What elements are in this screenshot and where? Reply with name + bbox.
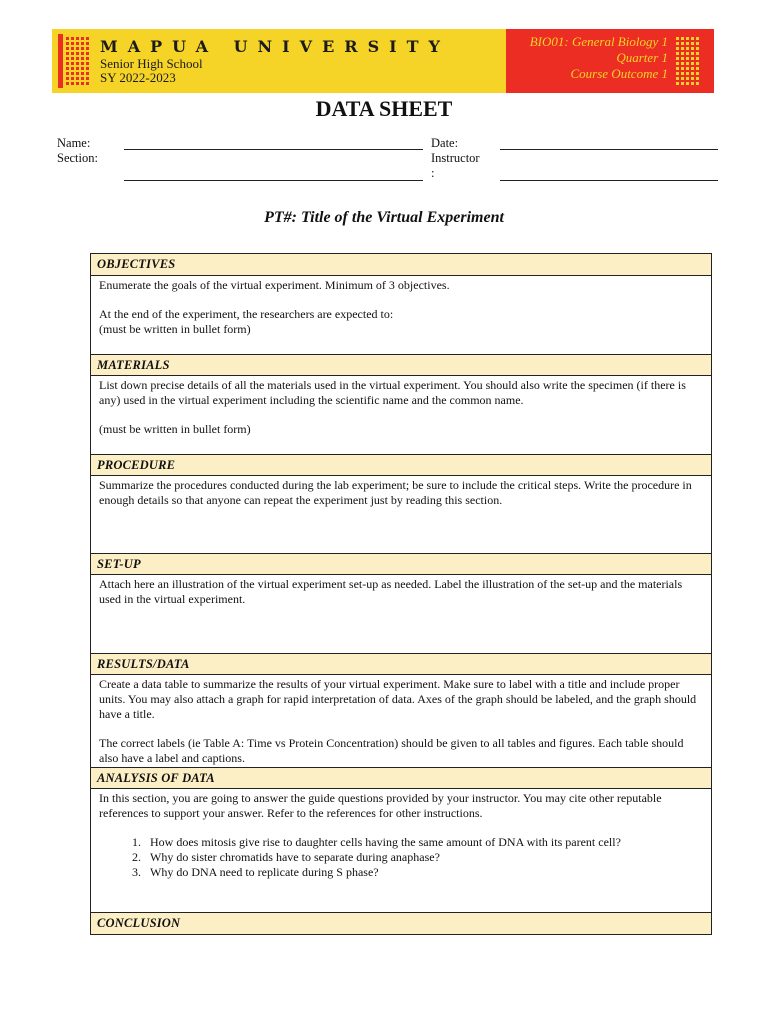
dot-pattern-icon bbox=[676, 37, 699, 85]
banner-red-stripe bbox=[58, 34, 63, 88]
analysis-heading: ANALYSIS OF DATA bbox=[97, 771, 215, 785]
procedure-text: Summarize the procedures conducted during the lab experiment; be sure to include the critical steps. Write the procedure in enough details so that anyone can repeat the experiment just by reading this section. bbox=[99, 478, 692, 507]
date-field-line[interactable] bbox=[500, 149, 718, 150]
school-info bbox=[100, 57, 203, 85]
setup-text: Attach here an illustration of the virtual experiment set-up as needed. Label the illustration of the set-up and the materials used in the virtual experiment. bbox=[99, 577, 683, 606]
guide-questions-list bbox=[99, 835, 703, 880]
materials-text: List down precise details of all the materials used in the virtual experiment. You should also write the specimen (if there is any) used in the virtual experiment including the scientific name and the common name. bbox=[99, 378, 686, 407]
instructor-colon: : bbox=[431, 166, 435, 180]
objectives-text: Enumerate the goals of the virtual experiment. Minimum of 3 objectives. bbox=[99, 278, 450, 292]
instructor-label: Instructor bbox=[431, 151, 480, 165]
data-sheet-table bbox=[90, 253, 712, 935]
dot-pattern-icon bbox=[66, 37, 89, 85]
list-item: 2. Why do sister chromatids have to separate during anaphase? bbox=[144, 850, 703, 865]
objectives-header bbox=[91, 254, 711, 276]
list-item: 1. How does mitosis give rise to daughter cells having the same amount of DNA with its parent cell? bbox=[144, 835, 703, 850]
objectives-text: At the end of the experiment, the researchers are expected to: bbox=[99, 307, 394, 321]
setup-body[interactable] bbox=[91, 575, 711, 653]
results-text: The correct labels (ie Table A: Time vs Protein Concentration) should be given to all tables and figures. Each table should also have a label and captions. bbox=[99, 736, 684, 765]
conclusion-heading: CONCLUSION bbox=[97, 916, 181, 930]
materials-note: (must be written in bullet form) bbox=[99, 422, 251, 436]
name-label: Name: bbox=[57, 136, 91, 150]
procedure-heading: PROCEDURE bbox=[97, 458, 176, 472]
results-header bbox=[91, 653, 711, 675]
procedure-body[interactable] bbox=[91, 476, 711, 553]
analysis-header bbox=[91, 767, 711, 789]
course-quarter: Quarter 1 bbox=[616, 50, 668, 65]
school-year: SY 2022-2023 bbox=[100, 70, 176, 85]
results-body[interactable] bbox=[91, 675, 711, 767]
results-text: Create a data table to summarize the results of your virtual experiment. Make sure to label with a title and include proper units. You may also attach a graph for rapid interpretation of data. Axes of the graph should be labeled, and the graph should have a title. bbox=[99, 677, 697, 721]
name-field-line[interactable] bbox=[124, 149, 423, 150]
section-label: Section: bbox=[57, 151, 98, 165]
setup-heading: SET-UP bbox=[97, 557, 141, 571]
materials-header bbox=[91, 354, 711, 376]
procedure-header bbox=[91, 454, 711, 476]
objectives-body[interactable] bbox=[91, 276, 711, 354]
materials-heading: MATERIALS bbox=[97, 358, 170, 372]
materials-body[interactable] bbox=[91, 376, 711, 454]
instructor-field-line[interactable] bbox=[500, 180, 718, 181]
university-name: MAPUA UNIVERSITY bbox=[100, 37, 450, 56]
list-item: 3. Why do DNA need to replicate during S phase? bbox=[144, 865, 703, 880]
experiment-title: PT#: Title of the Virtual Experiment bbox=[264, 209, 504, 226]
results-heading: RESULTS/DATA bbox=[97, 657, 190, 671]
course-outcome: Course Outcome 1 bbox=[570, 66, 668, 81]
conclusion-header bbox=[91, 912, 711, 934]
course-code: BIO01: General Biology 1 bbox=[529, 34, 668, 49]
page-title: DATA SHEET bbox=[315, 96, 453, 121]
header-banner bbox=[52, 29, 714, 93]
analysis-text: In this section, you are going to answer the guide questions provided by your instructor. You may cite other reputable references to support your answer. Refer to the references for other instructions. bbox=[99, 791, 662, 820]
section-field-line[interactable] bbox=[124, 180, 423, 181]
analysis-body[interactable] bbox=[91, 789, 711, 912]
course-info bbox=[530, 34, 668, 82]
objectives-heading: OBJECTIVES bbox=[97, 257, 176, 271]
objectives-note: (must be written in bullet form) bbox=[99, 322, 251, 336]
banner-yellow-panel bbox=[52, 29, 506, 93]
date-label: Date: bbox=[431, 136, 459, 150]
school-name: Senior High School bbox=[100, 56, 203, 71]
setup-header bbox=[91, 553, 711, 575]
